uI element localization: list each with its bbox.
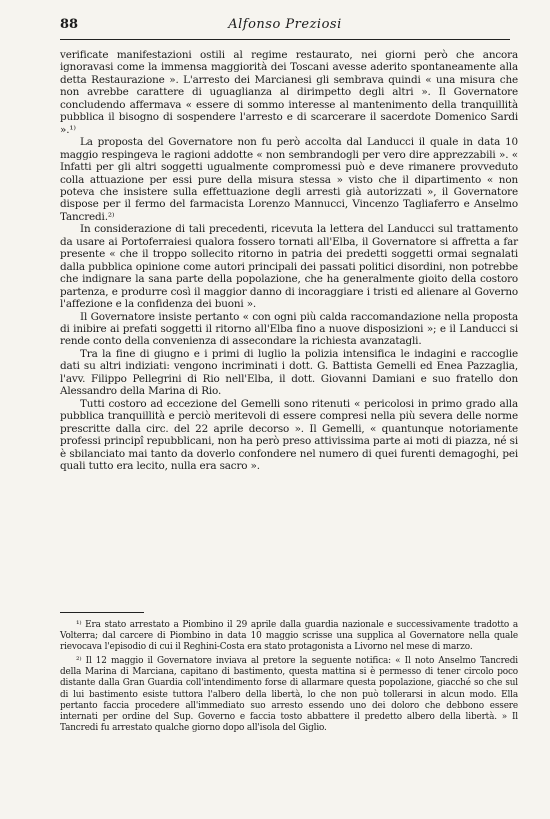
footnote: ²⁾ Il 12 maggio il Governatore inviava al pretore la seguente notifica: « Il noto Anselmo Tancredi della Marina di Marciana, capitano di bastimento, questa mattina si è permesso di tener circolo poco distante dalla Gran Guardia coll'intendimento forse di allarmare questa popolazione, giacché so che sul di lui bastimento esiste tuttora l'albero della libertà, lo che non può tollerarsi in alcun modo. Ella pertanto faccia procedere all'immediato suo arresto essendo uno dei doloro che debbono essere internati per ordine del Sup. Governo e faccia tosto abbattere il predetto albero della libertà. » Il Tancredi fu arrestato qualche giorno dopo all'isola del Giglio. — [60, 656, 518, 733]
running-head: Alfonso Preziosi — [228, 17, 342, 32]
page-number: 88 — [60, 17, 79, 32]
paragraph: Il Governatore insiste pertanto « con ogni più calda raccomandazione nella proposta di inibire ai prefati soggetti il ritorno all'Elba fino a nuove disposizioni »; e il Landucci si rende conto della convenienza di assecondare la richiesta avanzatagli. — [60, 310, 518, 348]
paragraph: La proposta del Governatore non fu però accolta dal Landucci il quale in data 10 maggio respingeva le ragioni addotte « non sembrandogli per vero dire apprezzabili ». « Infatti per gli altri soggetti ugualmente compromessi può e deve rimanere provveduto colla attuazione per essi pure della misura stessa » visto che il dipartimento « non poteva che insistere sulla effettuazione degli arresti già autorizzati », il Governatore dispose per il fermo del farmacista Lorenzo Mannucci, Vincenzo Tagliaferro e Anselmo Tancredi.²⁾ — [60, 136, 518, 223]
footnote: ¹⁾ Era stato arrestato a Piombino il 29 aprile dalla guardia nazionale e successivamente tradotto a Volterra; dal carcere di Piombino in data 10 maggio scrisse una supplica al Governatore nella quale rievocava l'episodio di cui il Reghini-Costa era stato protagonista a Livorno nel mese di marzo. — [60, 620, 518, 653]
page-header — [60, 17, 510, 40]
paragraph: verificate manifestazioni ostili al regime restaurato, nei giorni però che ancora ignoravasi come la immensa maggiorità dei Toscani avesse aderito spontaneamente alla detta Restaurazione ». L'arresto dei Marcianesi gli sembrava quindi « una misura che non avrebbe carattere di uguaglianza al dirimpetto degli altri ». Il Governatore concludendo affermava « essere di sommo interesse al mantenimento della tranquillità pubblica il bisogno di sospendere l'arresto e di scarcerare il sacerdote Domenico Sardi ».¹⁾ — [60, 49, 518, 136]
footnotes — [60, 620, 518, 737]
paragraph: Tutti costoro ad eccezione del Gemelli sono ritenuti « pericolosi in primo grado alla pubblica tranquillità e perciò meritevoli di essere compresi nella più severa delle norme prescritte dalla circ. del 22 aprile decorso ». Il Gemelli, « quantunque notoriamente professi principî repubblicani, non ha però preso attivissima parte ai moti di piazza, né si è sbilanciato mai tanto da doverlo confondere nel numero di quei furenti demagoghi, pei quali tutto era lecito, nulla era sacro ». — [60, 397, 518, 472]
paragraph: Tra la fine di giugno e i primi di luglio la polizia intensifica le indagini e raccoglie dati su altri indiziati: vengono incriminati i dott. G. Battista Gemelli ed Enea Pazzaglia, l'avv. Filippo Pellegrini di Rio nell'Elba, il dott. Giovanni Damiani e suo fratello don Alessandro della Marina di Rio. — [60, 347, 518, 398]
footnote-separator — [60, 612, 144, 613]
body-text — [60, 49, 518, 472]
paragraph: In considerazione di tali precedenti, ricevuta la lettera del Landucci sul trattamento da usare ai Portoferraiesi qualora fossero tornati all'Elba, il Governatore si affretta a far presente « che il troppo sollecito ritorno in patria dei predetti soggetti ormai segnalati dalla pubblica opinione come autori principali dei passati politici disordini, non potrebbe che indignare la sana parte della popolazione, che ha generalmente gioito della costoro partenza, e produrre così il maggior danno di incoraggiare i tristi ed alienare al Governo l'affezione e la confidenza dei buoni ». — [60, 223, 518, 311]
